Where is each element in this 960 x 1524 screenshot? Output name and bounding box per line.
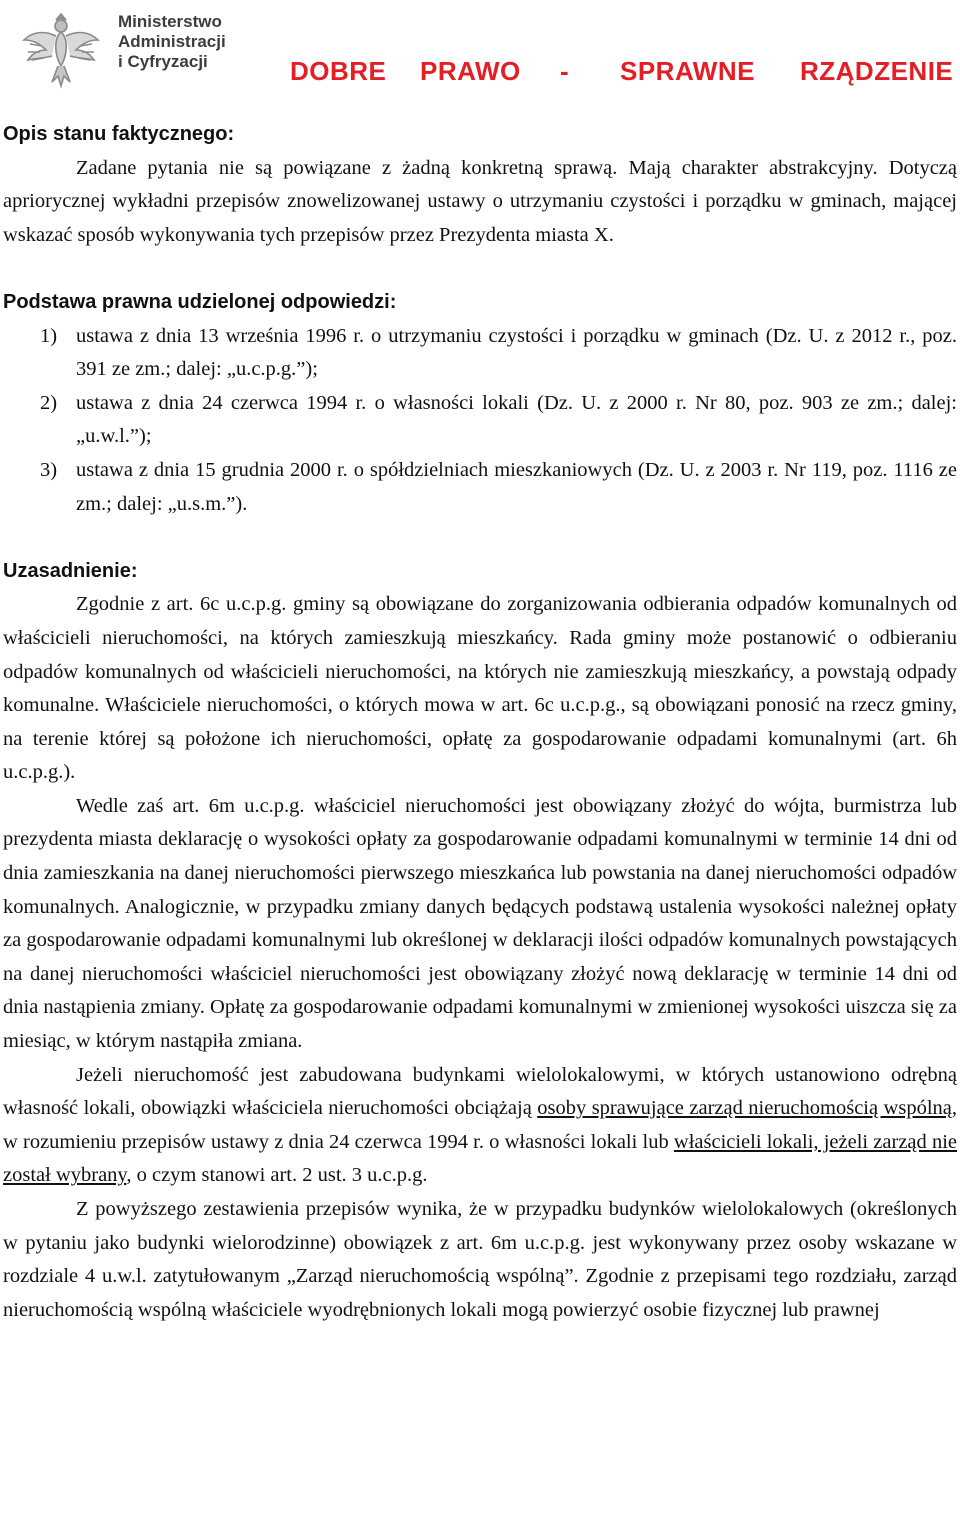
- facts-heading: Opis stanu faktycznego:: [3, 123, 235, 145]
- slogan-word: SPRAWNE: [620, 56, 755, 86]
- paragraph-text: , w rozumieniu przepisów ustawy z dnia 24 czerwca 1994 r. o własności lokali lub: [3, 1097, 957, 1153]
- slogan-word: PRAWO: [420, 56, 521, 86]
- facts-paragraph: Zadane pytania nie są powiązane z żadną konkretną sprawą. Mają charakter abstrakcyjny. Dotyczą apriorycznej wykładni przepisów znowelizowanej ustawy o utrzymaniu czystości i porządku w gminach, mającej wskazać sposób wykonywania tych przepisów przez Prezydenta miasta X.: [3, 156, 957, 246]
- list-item-text: ustawa z dnia 15 grudnia 2000 r. o spółdzielniach mieszkaniowych (Dz. U. z 2003 r. Nr 119, poz. 1116 ze zm.; dalej: „u.s.m.”).: [76, 458, 957, 515]
- page-header: [0, 0, 960, 100]
- paragraph-text: Jeżeli nieruchomość jest zabudowana budynkami wielolokalowymi, w których ustanowiono odrębną własność lokali, obowiązki właściciela nieruchomości obciążają: [3, 1063, 957, 1120]
- legal-basis-list: [3, 320, 957, 522]
- list-number: 2): [40, 391, 58, 414]
- justification-paragraph: Wedle zaś art. 6m u.c.p.g. właściciel nieruchomości jest obowiązany złożyć do wójta, burmistrza lub prezydenta miasta deklarację o wysokości opłaty za gospodarowanie odpadami komunalnymi w terminie 14 dni od dnia zamieszkania na danej nieruchomości pierwszego mieszkańca lub powstania na danej nieruchomości odpadów komunalnych. Analogicznie, w przypadku zmiany danych będących podstawą ustalenia wysokości należnej opłaty za gospodarowanie odpadami komunalnymi lub określonej w deklaracji ilości odpadów komunalnych powstających na danej nieruchomości właściciel nieruchomości jest obowiązany złożyć nową deklarację w terminie 14 dni od dnia nastąpienia zmiany. Opłatę za gospodarowanie odpadami komunalnymi w zmienionej wysokości uiszcza się za miesiąc, w którym nastąpiła zmiana.: [3, 794, 957, 1053]
- polish-eagle-emblem-icon: [16, 4, 106, 94]
- justification-paragraph: [3, 1059, 957, 1193]
- list-item: [3, 387, 957, 454]
- ministry-line: Ministerstwo: [118, 12, 222, 31]
- slogan-dash: -: [560, 56, 570, 86]
- ministry-line: i Cyfryzacji: [118, 52, 208, 71]
- underlined-text: osoby sprawujące zarząd nieruchomością wspólną: [537, 1097, 952, 1120]
- slogan-word: RZĄDZENIE: [800, 56, 954, 86]
- list-item-text: ustawa z dnia 24 czerwca 1994 r. o własności lokali (Dz. U. z 2000 r. Nr 80, poz. 903 ze zm.; dalej: „u.w.l.”);: [76, 391, 957, 448]
- list-item: [3, 320, 957, 387]
- list-number: 3): [40, 458, 58, 481]
- list-item: [3, 454, 957, 521]
- paragraph-text: , o czym stanowi art. 2 ust. 3 u.c.p.g.: [126, 1164, 428, 1187]
- slogan: [290, 56, 953, 87]
- list-number: 1): [40, 324, 58, 347]
- slogan-word: DOBRE: [290, 56, 387, 86]
- ministry-name: [118, 12, 226, 72]
- justification-heading: Uzasadnienie:: [3, 559, 138, 582]
- document-body: [3, 118, 957, 1327]
- ministry-line: Administracji: [118, 32, 226, 51]
- justification-paragraph: Z powyższego zestawienia przepisów wynika, że w przypadku budynków wielolokalowych (określonych w pytaniu jako budynki wielorodzinne) obowiązek z art. 6m u.c.p.g. jest wykonywany przez osoby wskazane w rozdziale 4 u.w.l. zatytułowanym „Zarząd nieruchomością wspólną”. Zgodnie z przepisami tego rozdziału, zarząd nieruchomością wspólną właściciele wyodrębnionych lokali mogą powierzyć osobie fizycznej lub prawnej: [3, 1198, 957, 1321]
- justification-paragraph: Zgodnie z art. 6c u.c.p.g. gminy są obowiązane do zorganizowania odbierania odpadów komunalnych od właścicieli nieruchomości, na których zamieszkują mieszkańcy. Rada gminy może postanowić o odbieraniu odpadów komunalnych od właścicieli nieruchomości, na których nie zamieszkują mieszkańcy, a powstają odpady komunalne. Właściciele nieruchomości, o których mowa w art. 6c u.c.p.g., są obowiązani ponosić na rzecz gminy, na terenie której są położone ich nieruchomości, opłatę za gospodarowanie odpadami komunalnymi (art. 6h u.c.p.g.).: [3, 593, 957, 784]
- legal-basis-heading: Podstawa prawna udzielonej odpowiedzi:: [3, 290, 397, 313]
- underlined-text: właścicieli lokali, jeżeli zarząd nie został wybrany: [3, 1130, 957, 1187]
- list-item-text: ustawa z dnia 13 września 1996 r. o utrzymaniu czystości i porządku w gminach (Dz. U. z 2012 r., poz. 391 ze zm.; dalej: „u.c.p.g.”);: [76, 324, 957, 381]
